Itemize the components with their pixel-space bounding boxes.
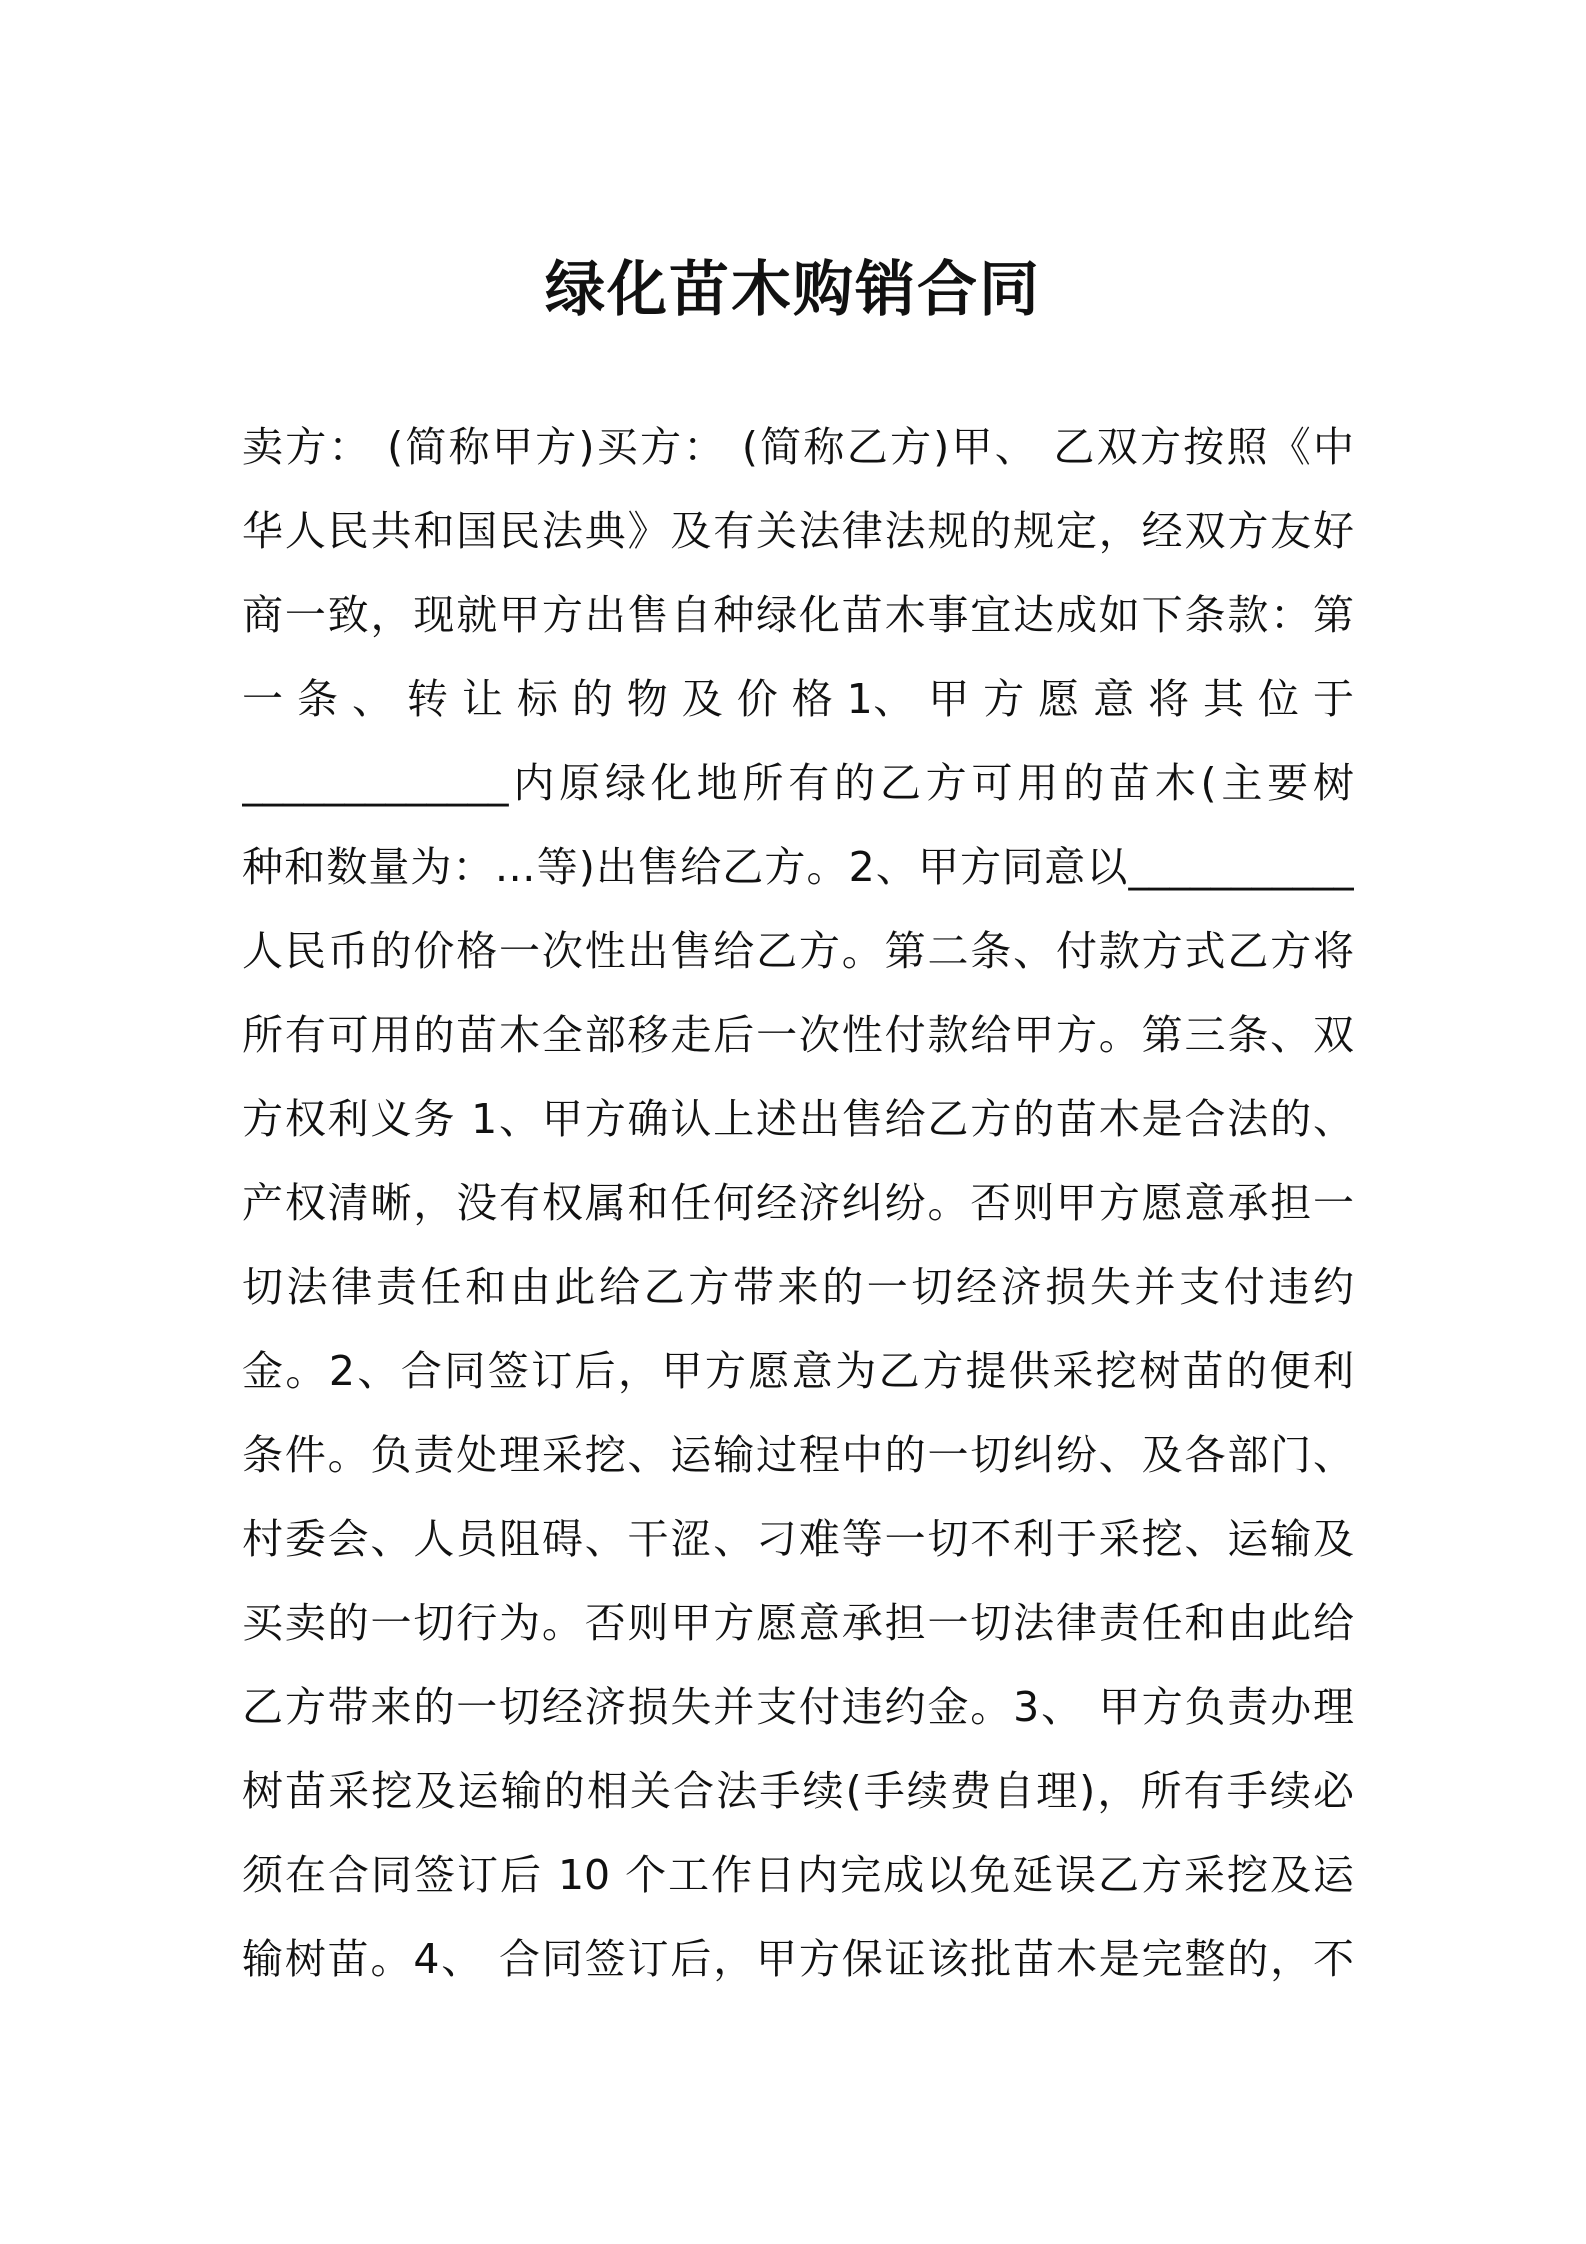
text-line: 村委会、人员阻碍、干涩、刁难等一切不利于采挖、运输及 — [242, 1515, 1354, 1563]
text-line: 方权利义务 1、甲方确认上述出售给乙方的苗木是合法的、 — [242, 1095, 1354, 1143]
text-line: 种和数量为：…等)出售给乙方。2、甲方同意以___________ — [242, 843, 1354, 891]
contract-body — [242, 405, 1354, 2001]
text-line: 卖方： (简称甲方)买方： (简称乙方)甲、 乙双方按照《中 — [242, 423, 1354, 471]
text-line: 买卖的一切行为。否则甲方愿意承担一切法律责任和由此给 — [242, 1599, 1354, 1647]
text-line: 人民币的价格一次性出售给乙方。第二条、付款方式乙方将 — [242, 927, 1354, 975]
text-line: 华人民共和国民法典》及有关法律法规的规定，经双方友好 — [242, 507, 1354, 555]
text-line: 商一致，现就甲方出售自种绿化苗木事宜达成如下条款：第 — [242, 591, 1354, 639]
text-line: 金。2、合同签订后，甲方愿意为乙方提供采挖树苗的便利 — [242, 1347, 1354, 1395]
text-line: 输树苗。4、 合同签订后，甲方保证该批苗木是完整的，不 — [242, 1935, 1354, 1983]
text-line: 切法律责任和由此给乙方带来的一切经济损失并支付违约 — [242, 1263, 1354, 1311]
text-line: 产权清晰，没有权属和任何经济纠纷。否则甲方愿意承担一 — [242, 1179, 1354, 1227]
text-line: 条件。负责处理采挖、运输过程中的一切纠纷、及各部门、 — [242, 1431, 1354, 1479]
text-line: 乙方带来的一切经济损失并支付违约金。3、 甲方负责办理 — [242, 1683, 1354, 1731]
text-line: 一 条 、 转 让 标 的 物 及 价 格 1、 甲 方 愿 意 将 其 位 于 — [242, 675, 1354, 723]
document-title: 绿化苗木购销合同 — [545, 255, 1041, 325]
text-line: 须在合同签订后 10 个工作日内完成以免延误乙方采挖及运 — [242, 1851, 1354, 1899]
text-line: 树苗采挖及运输的相关合法手续(手续费自理)，所有手续必 — [242, 1767, 1354, 1815]
text-line: _____________内原绿化地所有的乙方可用的苗木(主要树 — [242, 759, 1354, 807]
text-line: 所有可用的苗木全部移走后一次性付款给甲方。第三条、双 — [242, 1011, 1354, 1059]
